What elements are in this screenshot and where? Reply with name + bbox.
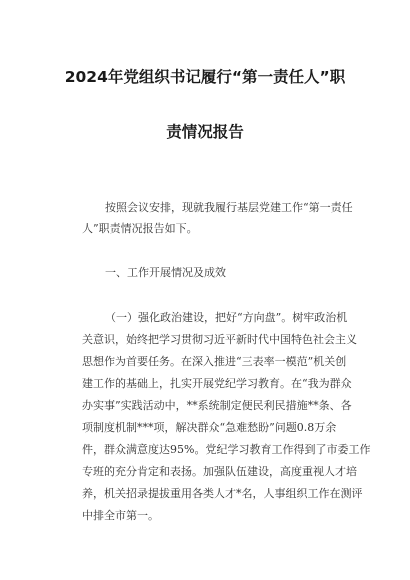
paragraph-line-5: 办实事”实践活动中，**系统制定便民利民措施**条、各 bbox=[82, 399, 352, 412]
intro-line-2: 人”职责情况报告如下。 bbox=[82, 222, 198, 235]
paragraph-line-9: 养，机关招录提拔重用各类人才*名，人事组织工作在测评 bbox=[82, 487, 363, 500]
paragraph-line-7: 件，群众满意度达95%。党纪学习教育工作得到了市委工作 bbox=[82, 443, 371, 456]
paragraph-line-6: 项制度机制***项，解决群众“急难愁盼”问题0.8万余 bbox=[82, 421, 337, 434]
document-title-line-1: 2024年党组织书记履行“第一责任人”职 bbox=[64, 68, 346, 86]
paragraph-line-8: 专班的充分肯定和表扬。加强队伍建设，高度重视人才培 bbox=[82, 465, 357, 478]
document-title-line-2: 责情况报告 bbox=[166, 123, 244, 141]
paragraph-line-2: 关意识，始终把学习贯彻习近平新时代中国特色社会主义 bbox=[82, 333, 357, 346]
intro-line-1: 按照会议安排，现就我履行基层党建工作“第一责任 bbox=[105, 201, 353, 214]
paragraph-line-3: 思想作为首要任务。在深入推进“三表率一模范”机关创 bbox=[82, 355, 347, 368]
section-heading: 一、工作开展情况及成效 bbox=[105, 266, 226, 279]
paragraph-line-4: 建工作的基础上，扎实开展党纪学习教育。在“我为群众 bbox=[82, 377, 352, 390]
paragraph-line-10: 中排全市第一。 bbox=[82, 509, 159, 522]
paragraph-line-1: （一）强化政治建设，把好“方向盘”。树牢政治机 bbox=[105, 311, 348, 324]
